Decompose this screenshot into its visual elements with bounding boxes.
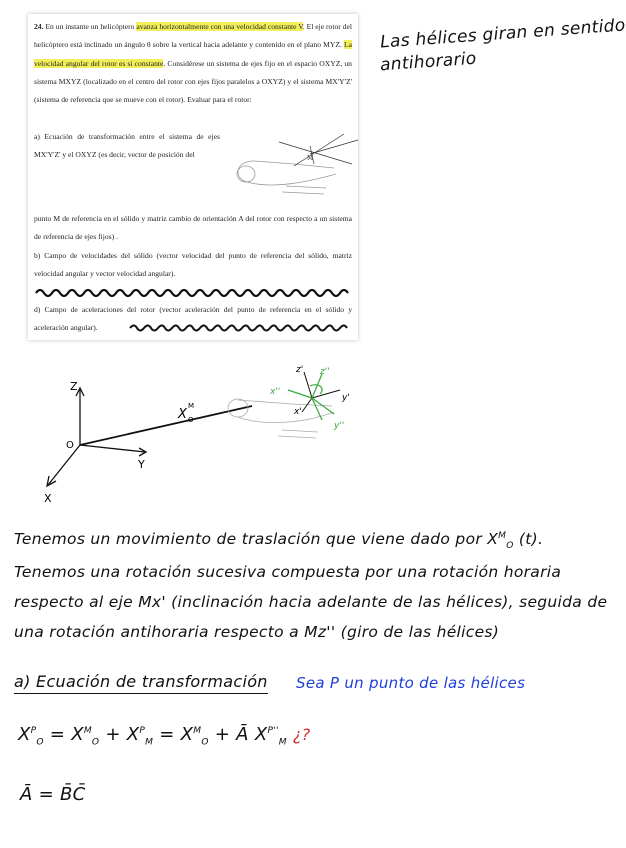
highlight-2: La velocidad angular del rotor es si constante [34, 40, 352, 68]
vector-label: X [178, 407, 187, 422]
vector-sup: M [188, 402, 195, 410]
label-x-dprime: x'' [270, 387, 281, 397]
transform-equation: $X^P_O = X^M_O + X^P_M = X^M_O$ + Ā $X^{P''}_M$ ¿? [18, 724, 311, 748]
intro-text-mid: . El eje rotor del helicóptero está inclinado un ángulo θ sobre la vertical hacia adelante y contenido en el plano MYZ. [34, 22, 352, 50]
problem-card [28, 14, 358, 340]
part-a-text: a) Ecuación de transformación entre el sistema de ejes MX'Y'Z' y el OXYZ (es decir, vector de posición del [34, 132, 220, 160]
part-a-continued: punto M de referencia en el sólido y matriz cambio de orientación A del rotor con respecto a un sistema de referencia de ejes fijos) . [34, 214, 352, 242]
section-a-title: a) Ecuación de transformación [14, 672, 268, 694]
y-axis [80, 445, 145, 452]
note-propellers: Las hélices giran en sentido [379, 15, 626, 53]
matrix-equation: Ā = B̄C̄ [20, 784, 86, 805]
eq-x: X [18, 724, 31, 745]
part-rest [34, 210, 352, 338]
para1-sup: M [498, 530, 507, 541]
label-z-dprime: z'' [320, 367, 330, 377]
problem-intro [34, 18, 352, 109]
label-y-prime: y' [342, 393, 350, 403]
eq-part1: = X [49, 724, 84, 745]
highlight-1: avanza horizontalmente con una velocidad constante V [136, 22, 303, 31]
label-y: Y [138, 458, 145, 471]
para1-line3: respecto al eje Mx' (inclinación hacia adelante de las hélices), seguida de [14, 593, 608, 611]
para1-line1 [14, 530, 543, 551]
x-axis [48, 445, 80, 485]
para1-line4: una rotación antihoraria respecto a Mz'' (giro de las hélices) [14, 623, 500, 641]
eq-part3: = X [159, 724, 194, 745]
label-x: X [44, 492, 52, 505]
intro-text-post: . Considérese un sistema de ejes fijo en el espacio OXYZ, un sistema MXYZ (localizado en el centro del rotor con ejes fijos paralelos a OXYZ) y el sistema MX'Y'Z' (sistema de referencia que se mueve con el rotor). Evaluar para el rotor: [34, 58, 352, 105]
label-x-prime: x' [294, 407, 302, 417]
para1-line1-text: Tenemos un movimiento de traslación que viene dado por X [14, 530, 499, 548]
label-o: O [66, 440, 74, 451]
figure-label-m: M [307, 155, 314, 162]
blue-note: Sea P un punto de las hélices [296, 674, 526, 692]
rotor-blade-2 [294, 134, 344, 166]
scribble-mark-2 [128, 322, 352, 334]
eq-question: ¿? [292, 725, 311, 744]
note-counterclockwise: antihorario [379, 48, 478, 76]
para1-tail: (t). [518, 530, 544, 548]
label-z-prime: z' [296, 365, 304, 375]
vector-sub: O [188, 416, 194, 424]
intro-text: En un instante un helicóptero [45, 22, 137, 31]
scribble-mark [34, 283, 352, 301]
part-b-text: b) Campo de velocidades del sólido (vector velocidad del punto de referencia del sólido, matriz velocidad angular y vector velocidad angular). [34, 250, 352, 278]
problem-number: 24. [34, 22, 44, 31]
eq-part2: + X [105, 724, 140, 745]
label-y-dprime: y'' [334, 421, 345, 431]
helicopter-axes [222, 360, 362, 450]
para1-line2: Tenemos una rotación sucesiva compuesta por una rotación horaria [14, 563, 562, 581]
cockpit [237, 166, 255, 182]
scribbled-out-c [34, 283, 352, 301]
part-d-text: d) Campo de aceleraciones del rotor (vector aceleración del punto de referencia en el sólido y aceleración angular). [34, 305, 352, 333]
para1-sub: O [506, 541, 514, 552]
helicopter-figure [224, 126, 358, 216]
label-z: Z [70, 380, 78, 393]
eq-part4: + Ā X [214, 724, 268, 745]
